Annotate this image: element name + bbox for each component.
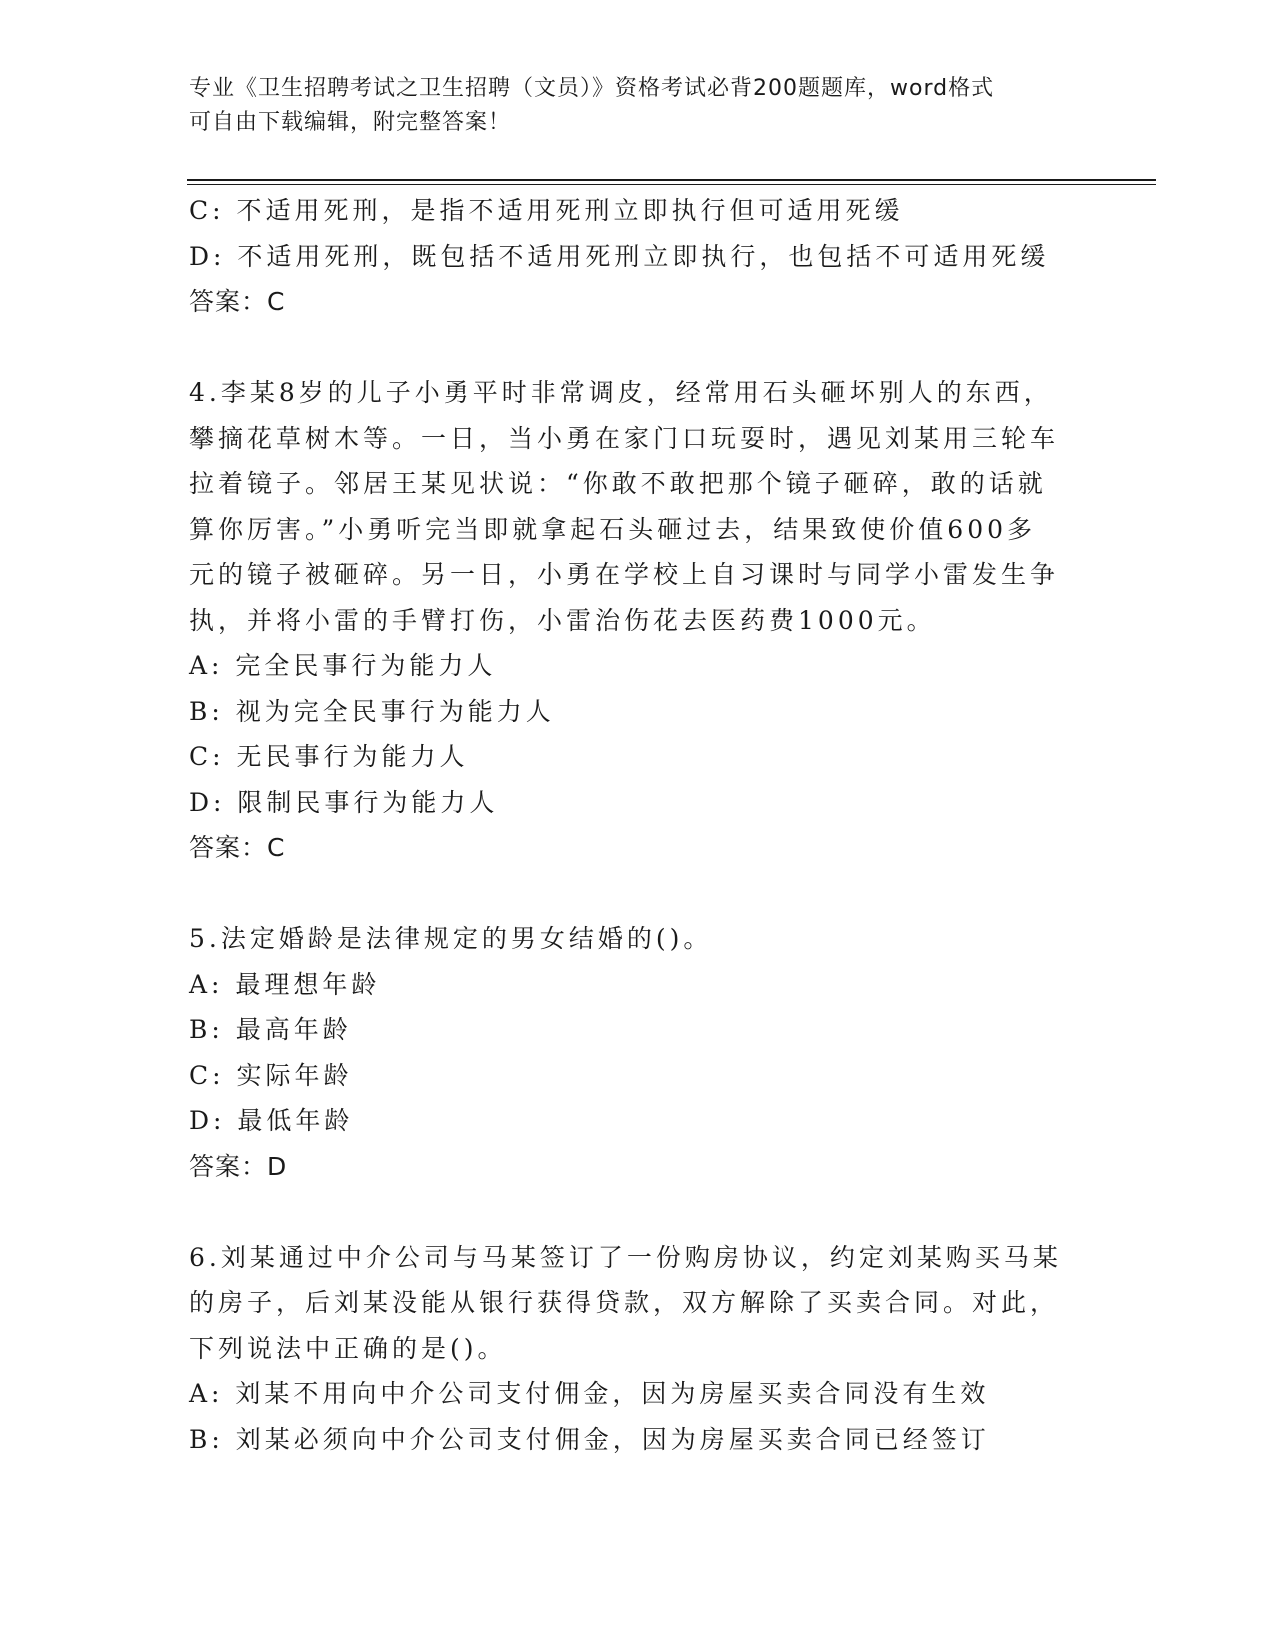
option-d: D: 不适用死刑，既包括不适用死刑立即执行，也包括不可适用死缓 (189, 241, 1050, 271)
header-divider-thin (187, 184, 1156, 185)
header-line-1: 专业《卫生招聘考试之卫生招聘（文员）》资格考试必背200题题库，word格式 (189, 76, 995, 101)
document-body (189, 188, 1089, 1462)
question-stem-line: 元的镜子被砸碎。另一日，小勇在学校上自习课时与同学小雷发生争 (189, 560, 1060, 589)
question-stem-line: 下列说法中正确的是()。 (189, 1333, 507, 1363)
spacer (189, 325, 1089, 371)
option-a: A: 完全民事行为能力人 (189, 651, 497, 680)
answer-line: 答案：C (189, 287, 286, 316)
option-b: B: 刘某必须向中介公司支付佣金，因为房屋买卖合同已经签订 (189, 1424, 990, 1454)
option-b: B: 最高年龄 (189, 1015, 352, 1044)
option-c: C: 实际年龄 (189, 1060, 353, 1090)
header-line-2: 可自由下载编辑，附完整答案！ (189, 110, 512, 135)
question-stem-line: 的房子，后刘某没能从银行获得贷款，双方解除了买卖合同。对此， (189, 1288, 1060, 1317)
question-6 (189, 1235, 1089, 1463)
option-a: A: 最理想年龄 (189, 969, 381, 999)
option-b: B: 视为完全民事行为能力人 (189, 696, 555, 726)
question-3-tail (189, 188, 1089, 325)
question-stem-line: 攀摘花草树木等。一日，当小勇在家门口玩耍时，遇见刘某用三轮车 (189, 423, 1060, 453)
answer-line: 答案：C (189, 833, 286, 862)
question-stem-line: 6.刘某通过中介公司与马某签订了一份购房协议，约定刘某购买马某 (189, 1242, 1062, 1272)
spacer (189, 1189, 1089, 1235)
option-a: A: 刘某不用向中介公司支付佣金，因为房屋买卖合同没有生效 (189, 1379, 990, 1408)
header-divider-thick (187, 179, 1156, 181)
option-d: D: 最低年龄 (189, 1106, 354, 1135)
answer-line: 答案：D (189, 1151, 288, 1181)
question-5 (189, 916, 1089, 1189)
question-stem-line: 执，并将小雷的手臂打伤，小雷治伤花去医药费1000元。 (189, 605, 936, 635)
question-stem-line: 算你厉害。”小勇听完当即就拿起石头砸过去，结果致使价值600多 (189, 514, 1037, 544)
option-c: C: 不适用死刑，是指不适用死刑立即执行但可适用死缓 (189, 196, 904, 225)
option-c: C: 无民事行为能力人 (189, 742, 469, 771)
spacer (189, 871, 1089, 917)
question-4 (189, 370, 1089, 871)
question-stem-line: 4.李某8岁的儿子小勇平时非常调皮，经常用石头砸坏别人的东西， (189, 378, 1053, 407)
question-stem-line: 拉着镜子。邻居王某见状说：“你敢不敢把那个镜子砸碎，敢的话就 (189, 469, 1047, 498)
option-d: D: 限制民事行为能力人 (189, 787, 499, 817)
question-stem: 5.法定婚龄是法律规定的男女结婚的()。 (189, 924, 713, 953)
document-header (189, 72, 1089, 140)
